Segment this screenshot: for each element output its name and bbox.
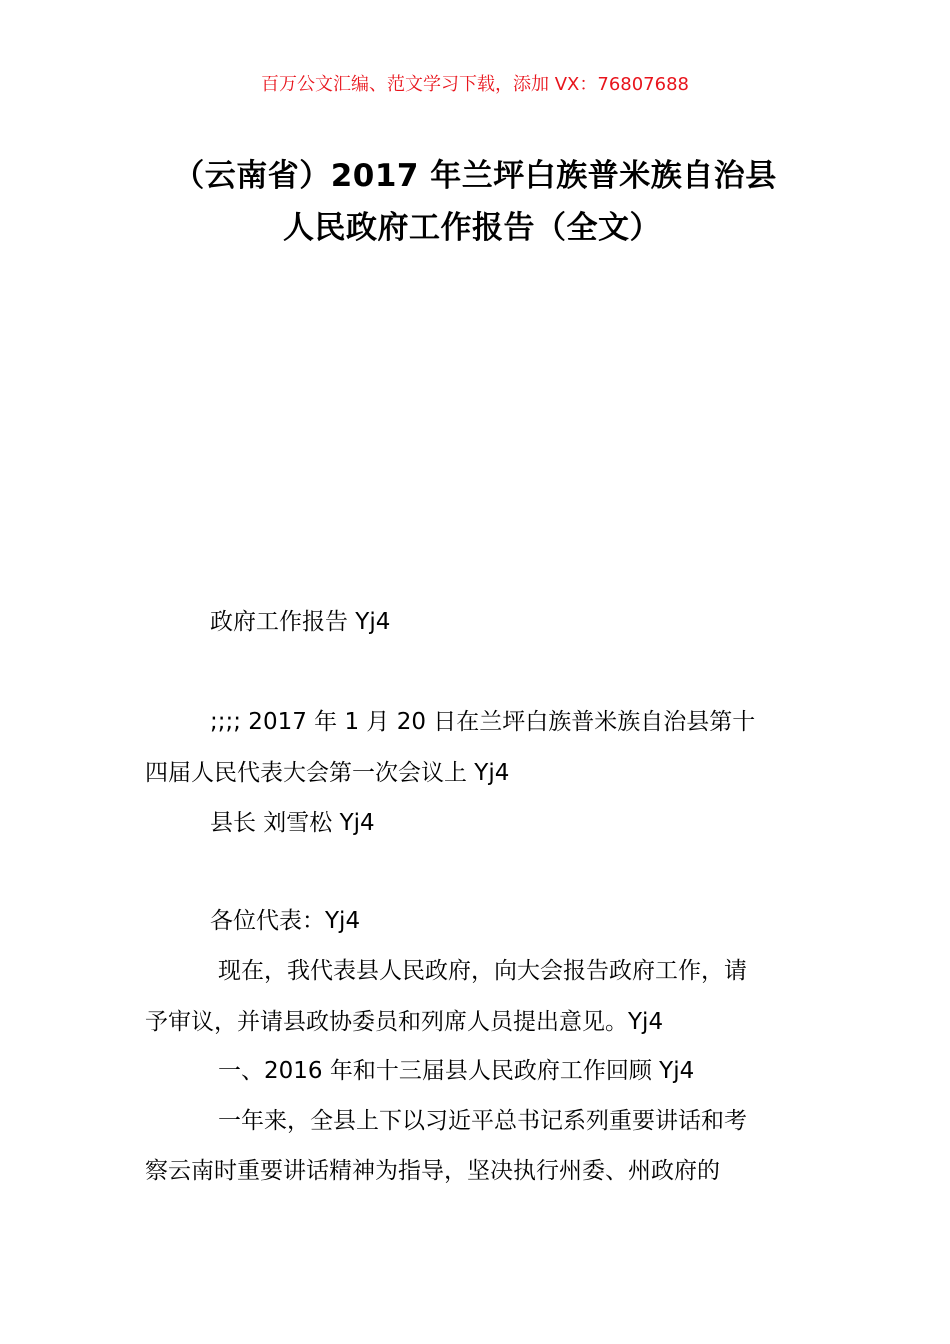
header-watermark-note: 百万公文汇编、范文学习下载，添加 VX：76807688 — [261, 74, 689, 95]
document-title-line-2: 人民政府工作报告（全文） — [283, 210, 661, 246]
section-heading-1: 一、2016 年和十三届县人民政府工作回顾 Yj4 — [218, 1058, 695, 1084]
salutation-line: 各位代表：Yj4 — [210, 908, 361, 934]
paragraph-2-line-2: 察云南时重要讲话精神为指导，坚决执行州委、州政府的 — [145, 1158, 720, 1184]
report-heading-line: 政府工作报告 Yj4 — [210, 609, 391, 635]
speaker-line: 县长 刘雪松 Yj4 — [210, 810, 375, 836]
document-title-line-1: （云南省）2017 年兰坪白族普米族自治县 — [173, 158, 777, 194]
meeting-info-line-2: 四届人民代表大会第一次会议上 Yj4 — [145, 760, 510, 786]
paragraph-1-line-2: 予审议，并请县政协委员和列席人员提出意见。Yj4 — [145, 1009, 664, 1035]
paragraph-1-line-1: 现在，我代表县人民政府，向大会报告政府工作，请 — [218, 958, 747, 984]
paragraph-2-line-1: 一年来，全县上下以习近平总书记系列重要讲话和考 — [218, 1108, 747, 1134]
meeting-info-line-1: ;;;; 2017 年 1 月 20 日在兰坪白族普米族自治县第十 — [210, 709, 756, 735]
